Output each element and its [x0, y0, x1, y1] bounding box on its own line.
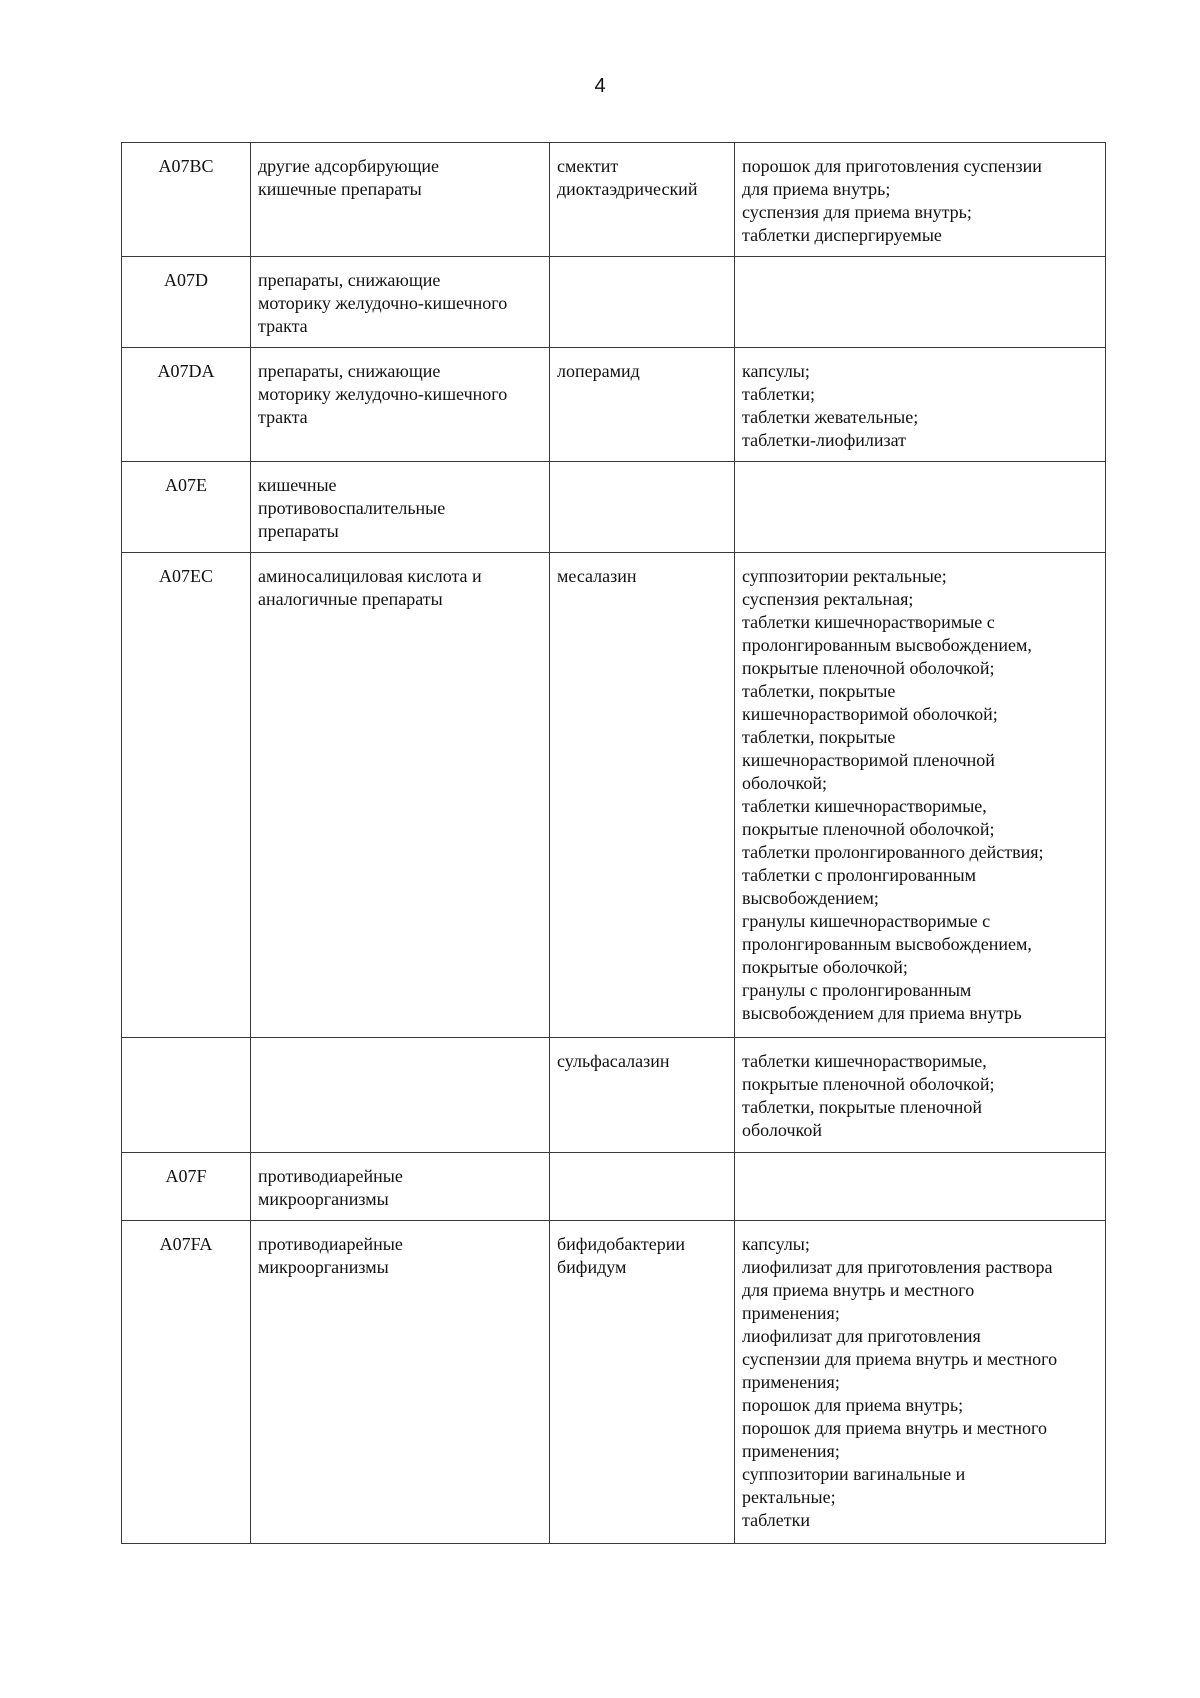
- active-substance-cell: сульфасалазин: [550, 1038, 735, 1153]
- active-substance-cell: бифидобактерии бифидум: [550, 1221, 735, 1544]
- table-row: [122, 257, 1106, 348]
- atc-code-cell: A07EC: [122, 553, 251, 1038]
- pharmacological-group-cell: кишечные противовоспалительные препараты: [251, 462, 550, 553]
- table-row: [122, 1038, 1106, 1153]
- table-row: [122, 1221, 1106, 1544]
- dosage-forms-cell: капсулы; лиофилизат для приготовления раствора для приема внутрь и местного применения; лиофилизат для приготовления суспензии для приема внутрь и местного применения; порошок для приема внутрь; порошок для приема внутрь и местного применения; суппозитории вагинальные и ректальные; таблетки: [735, 1221, 1106, 1544]
- active-substance-cell: [550, 1153, 735, 1221]
- pharmacological-group-cell: противодиарейные микроорганизмы: [251, 1153, 550, 1221]
- drug-classification-table: [121, 142, 1106, 1544]
- atc-code-cell: A07F: [122, 1153, 251, 1221]
- atc-code-cell: A07BC: [122, 143, 251, 257]
- active-substance-cell: лоперамид: [550, 348, 735, 462]
- atc-code-cell: A07FA: [122, 1221, 251, 1544]
- pharmacological-group-cell: препараты, снижающие моторику желудочно-кишечного тракта: [251, 257, 550, 348]
- dosage-forms-cell: [735, 257, 1106, 348]
- dosage-forms-cell: [735, 1153, 1106, 1221]
- dosage-forms-cell: капсулы; таблетки; таблетки жевательные; таблетки-лиофилизат: [735, 348, 1106, 462]
- active-substance-cell: смектит диоктаэдрический: [550, 143, 735, 257]
- dosage-forms-cell: порошок для приготовления суспензии для приема внутрь; суспензия для приема внутрь; таблетки диспергируемые: [735, 143, 1106, 257]
- active-substance-cell: месалазин: [550, 553, 735, 1038]
- table-row: [122, 553, 1106, 1038]
- pharmacological-group-cell: другие адсорбирующие кишечные препараты: [251, 143, 550, 257]
- dosage-forms-cell: суппозитории ректальные; суспензия ректальная; таблетки кишечнорастворимые с пролонгированным высвобождением, покрытые пленочной оболочкой; таблетки, покрытые кишечнорастворимой оболочкой; таблетки, покрытые кишечнорастворимой пленочной оболочкой; таблетки кишечнорастворимые, покрытые пленочной оболочкой; таблетки пролонгированного действия; таблетки с пролонгированным высвобождением; гранулы кишечнорастворимые с пролонгированным высвобождением, покрытые оболочкой; гранулы с пролонгированным высвобождением для приема внутрь: [735, 553, 1106, 1038]
- table-row: [122, 143, 1106, 257]
- dosage-forms-cell: [735, 462, 1106, 553]
- pharmacological-group-cell: противодиарейные микроорганизмы: [251, 1221, 550, 1544]
- pharmacological-group-cell: аминосалициловая кислота и аналогичные препараты: [251, 553, 550, 1038]
- active-substance-cell: [550, 257, 735, 348]
- table-row: [122, 1153, 1106, 1221]
- atc-code-cell: [122, 1038, 251, 1153]
- table-row: [122, 462, 1106, 553]
- atc-code-cell: A07D: [122, 257, 251, 348]
- atc-code-cell: A07E: [122, 462, 251, 553]
- page-number: 4: [594, 75, 606, 97]
- atc-code-cell: A07DA: [122, 348, 251, 462]
- dosage-forms-cell: таблетки кишечнорастворимые, покрытые пленочной оболочкой; таблетки, покрытые пленочной оболочкой: [735, 1038, 1106, 1153]
- pharmacological-group-cell: [251, 1038, 550, 1153]
- active-substance-cell: [550, 462, 735, 553]
- table-row: [122, 348, 1106, 462]
- pharmacological-group-cell: препараты, снижающие моторику желудочно-кишечного тракта: [251, 348, 550, 462]
